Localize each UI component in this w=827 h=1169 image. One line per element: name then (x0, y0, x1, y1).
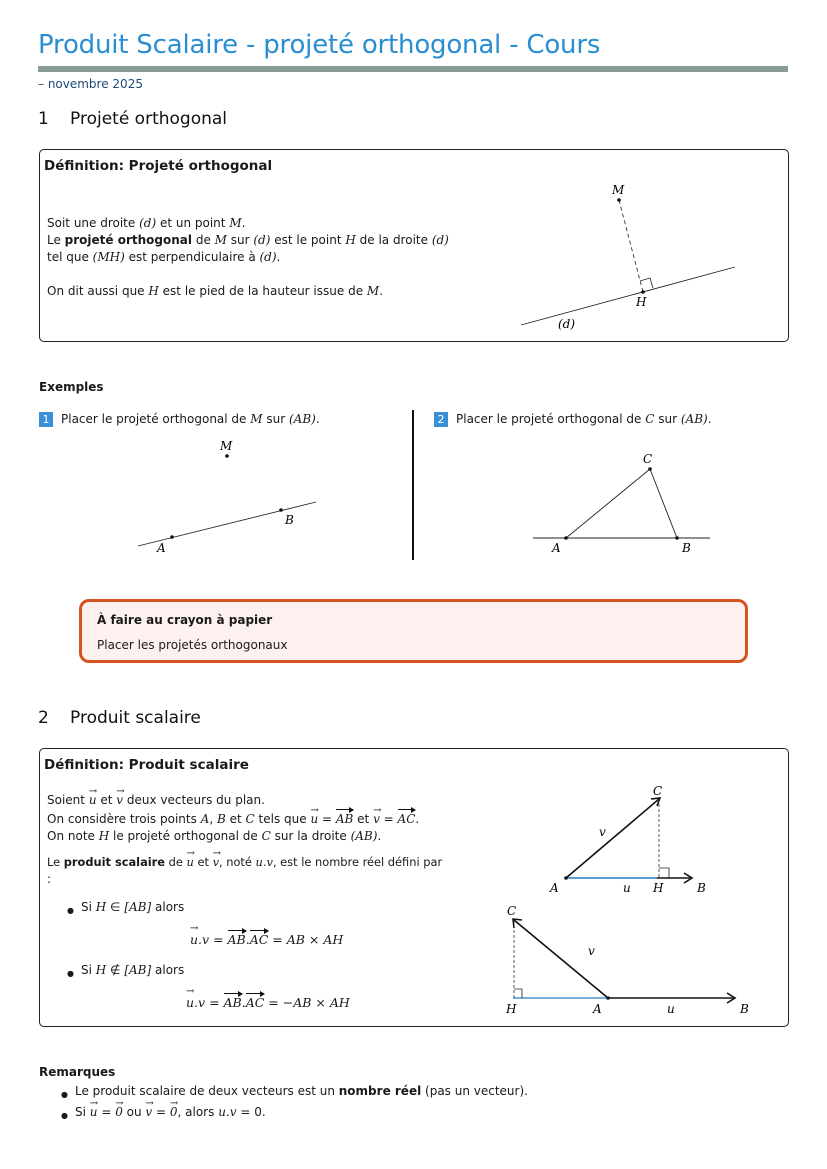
label-C: C (507, 904, 517, 918)
title-rule (38, 66, 788, 72)
section-title: Projeté orthogonal (70, 109, 228, 129)
point-M (225, 454, 229, 458)
definition-box-projete (39, 149, 789, 342)
label-u: u (667, 1002, 675, 1016)
remark-2: ● Si → u = → 0 ou → v = → 0, alors u.v = 0. (75, 1104, 775, 1121)
case-2: ● Si H ∉ [AB] alors (81, 962, 461, 979)
point-B (675, 536, 679, 540)
note-title: À faire au crayon à papier (97, 613, 273, 627)
note-text: Placer les projetés orthogonaux (97, 638, 288, 652)
examples-heading: Exemples (39, 380, 104, 394)
pencil-note-box (79, 599, 748, 663)
label-M: M (220, 439, 233, 453)
right-angle-mark (514, 989, 522, 998)
label-v: v (599, 825, 606, 839)
label-C: C (643, 452, 653, 466)
page-date: – novembre 2025 (38, 77, 143, 91)
label-B: B (697, 881, 706, 895)
label-C: C (653, 784, 663, 798)
line-MH (619, 200, 643, 292)
label-B: B (682, 541, 691, 555)
remark-1: ● Le produit scalaire de deux vecteurs est un nombre réel (pas un vecteur). (75, 1083, 775, 1100)
dot-product-figure-1 (540, 779, 760, 899)
point-A (606, 996, 610, 1000)
def-line-5: : (47, 872, 52, 886)
definition-text (47, 792, 467, 888)
example-1: 1 Placer le projeté orthogonal de M sur (AB). (39, 411, 320, 428)
label-A: A (593, 1002, 602, 1016)
label-A: A (157, 541, 166, 555)
page-title: Produit Scalaire - projeté orthogonal - Cours (38, 30, 601, 60)
point-M (617, 198, 621, 202)
def-line-1: Soient → u et → v deux vecteurs du plan. (47, 792, 467, 809)
example-number: 1 (39, 412, 53, 427)
example-2-figure (525, 448, 720, 558)
section-number: 1 (38, 109, 49, 129)
example-2: 2 Placer le projeté orthogonal de C sur (AB). (434, 411, 712, 428)
def-line-2: Le projeté orthogonal de M sur (d) est le point H de la droite (d) (47, 233, 449, 247)
def-line-2: On considère trois points A, B et C tels que → u = AB et → v = AC. (47, 809, 467, 828)
vector-v (566, 799, 659, 878)
point-H (641, 290, 645, 294)
label-d: (d) (558, 317, 576, 331)
def-line-4: Le produit scalaire de → u et → v, noté u.v, est le nombre réel défini par (47, 854, 467, 871)
label-B: B (740, 1002, 749, 1016)
label-M: M (612, 183, 625, 197)
section-2-heading (38, 708, 201, 728)
label-B: B (285, 513, 294, 527)
label-H: H (506, 1002, 517, 1016)
definition-box-produit-scalaire (39, 748, 789, 1027)
right-angle-mark (659, 868, 669, 878)
point-A (564, 536, 568, 540)
definition-title: Définition: Produit scalaire (44, 757, 249, 773)
line-d (521, 267, 735, 325)
cases-list (81, 899, 461, 916)
section-number: 2 (38, 708, 49, 728)
label-A: A (552, 541, 561, 555)
vector-v (514, 920, 608, 998)
label-A: A (550, 881, 559, 895)
segment-CB (650, 469, 677, 538)
example-divider (412, 410, 414, 560)
definition-title: Définition: Projeté orthogonal (44, 158, 273, 174)
label-u: u (623, 881, 631, 895)
def-line-1: Soit une droite (d) et un point M. (47, 216, 246, 230)
section-1-heading (38, 109, 227, 129)
remarks-heading: Remarques (39, 1065, 116, 1079)
point-A (564, 876, 568, 880)
def-line-3: tel que (MH) est perpendiculaire à (d). (47, 250, 281, 264)
case-1: ● Si H ∈ [AB] alors (81, 899, 461, 916)
def-line-3: On note H le projeté orthogonal de C sur la droite (AB). (47, 829, 382, 843)
label-v: v (588, 944, 595, 958)
right-angle-mark (640, 278, 653, 288)
label-H: H (636, 295, 647, 309)
remarks-list (75, 1083, 775, 1121)
dot-product-figure-2 (500, 903, 785, 1023)
projete-figure (510, 175, 780, 335)
point-B (279, 508, 283, 512)
cases-list-2 (81, 962, 461, 979)
formula-2: → u.v = AB.AC = −AB × AH (186, 993, 350, 1010)
point-A (170, 535, 174, 539)
example-number: 2 (434, 412, 448, 427)
definition-text (47, 215, 477, 300)
point-C (648, 467, 652, 471)
def-line-4: On dit aussi que H est le pied de la hauteur issue de M. (47, 284, 384, 298)
example-1-figure (130, 435, 330, 560)
formula-1: → u.v = AB.AC = AB × AH (190, 930, 343, 947)
label-H: H (653, 881, 664, 895)
section-title: Produit scalaire (70, 708, 201, 728)
segment-AC (566, 469, 650, 538)
